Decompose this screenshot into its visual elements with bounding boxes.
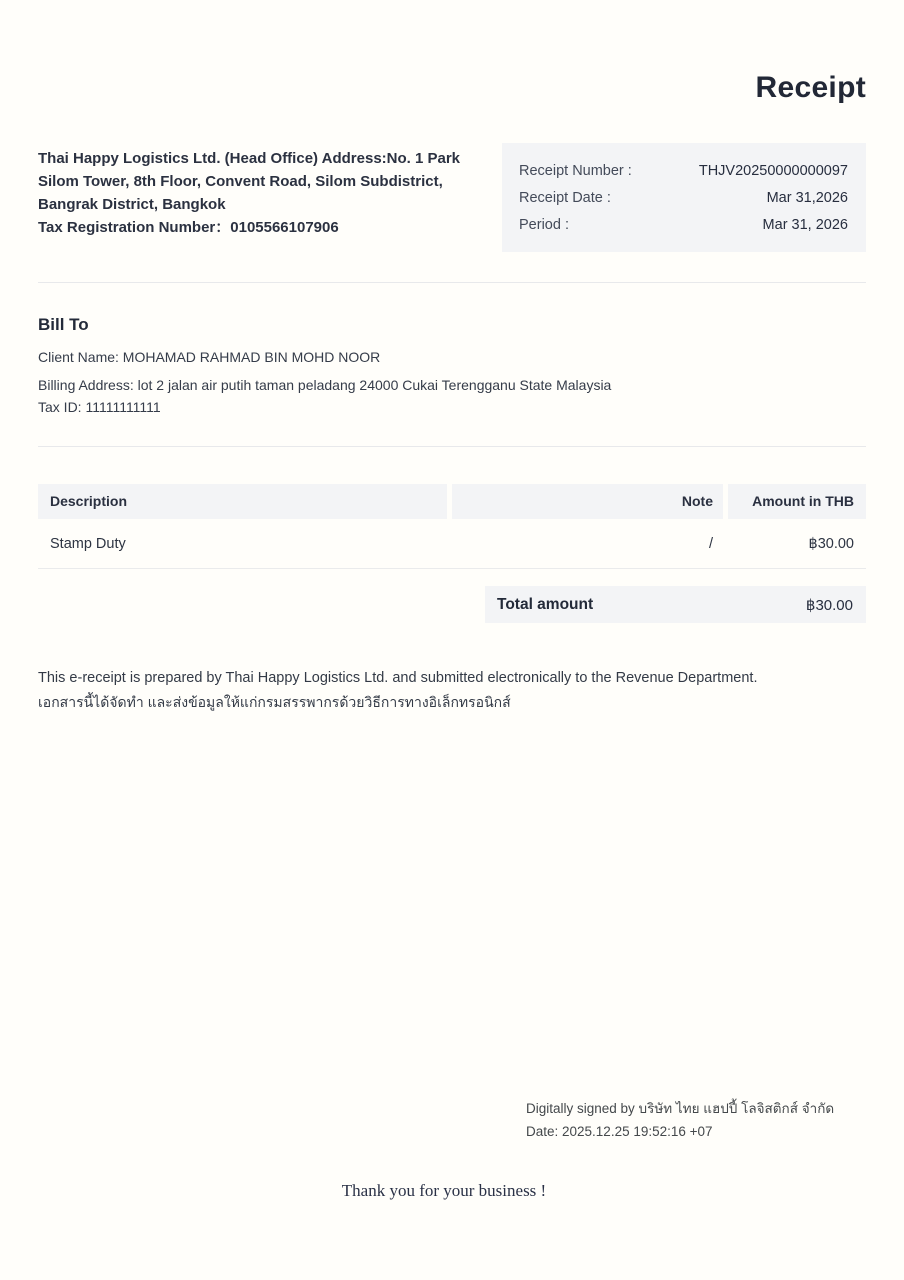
client-tax-id: Tax ID: 11111111111 (38, 399, 161, 415)
period-label: Period : (519, 217, 569, 233)
receipt-date-value: Mar 31,2026 (766, 190, 848, 206)
item-description: Stamp Duty (50, 535, 126, 552)
table-header-row (38, 484, 866, 519)
receipt-meta-box (502, 143, 866, 252)
billing-address: Billing Address: lot 2 jalan air putih taman peladang 24000 Cukai Terengganu State Malaysia (38, 377, 612, 393)
company-info (38, 143, 498, 239)
seller-section (38, 143, 866, 252)
company-tax-registration: Tax Registration Number：0105566107906 (38, 219, 339, 236)
col-header-description: Description (38, 484, 447, 519)
bill-to-divider (38, 446, 866, 447)
item-note: / (708, 535, 713, 552)
period-value: Mar 31, 2026 (762, 217, 848, 233)
period-row (519, 212, 848, 239)
signature-signed-by: Digitally signed by บริษัท ไทย แฮปปี้ โลจิสติกส์ จำกัด (526, 1101, 835, 1116)
table-row (38, 519, 866, 569)
receipt-date-label: Receipt Date : (519, 190, 611, 206)
col-header-amount: Amount in THB (728, 484, 866, 519)
col-header-note: Note (452, 484, 723, 519)
total-amount-label: Total amount (497, 595, 594, 613)
company-address: Thai Happy Logistics Ltd. (Head Office) Address:No. 1 Park Silom Tower, 8th Floor, Convent Road, Silom Subdistrict, Bangrak District, Bangkok (38, 150, 461, 213)
total-amount-value: ฿30.00 (805, 596, 853, 614)
thank-you-message: Thank you for your business ! (341, 1181, 547, 1200)
client-name: Client Name: MOHAMAD RAHMAD BIN MOHD NOOR (38, 349, 381, 365)
item-amount: ฿30.00 (808, 535, 854, 552)
e-receipt-note-thai: เอกสารนี้ได้จัดทำ และส่งข้อมูลให้แก่กรมสรรพากรด้วยวิธีการทางอิเล็กทรอนิกส์ (38, 694, 511, 710)
receipt-number-row (519, 158, 848, 185)
bill-to-heading: Bill To (38, 315, 89, 334)
e-receipt-note-english: This e-receipt is prepared by Thai Happy Logistics Ltd. and submitted electronically to the Revenue Department. (38, 670, 758, 686)
receipt-date-row (519, 185, 848, 212)
line-items-table (38, 484, 866, 569)
header-divider (38, 282, 866, 283)
page-title: Receipt (755, 71, 866, 104)
total-amount-box (485, 586, 866, 623)
digital-signature-block (526, 1097, 834, 1143)
receipt-number-label: Receipt Number : (519, 163, 632, 179)
receipt-number-value: THJV20250000000097 (698, 163, 848, 179)
signature-date: Date: 2025.12.25 19:52:16 +07 (526, 1124, 713, 1139)
